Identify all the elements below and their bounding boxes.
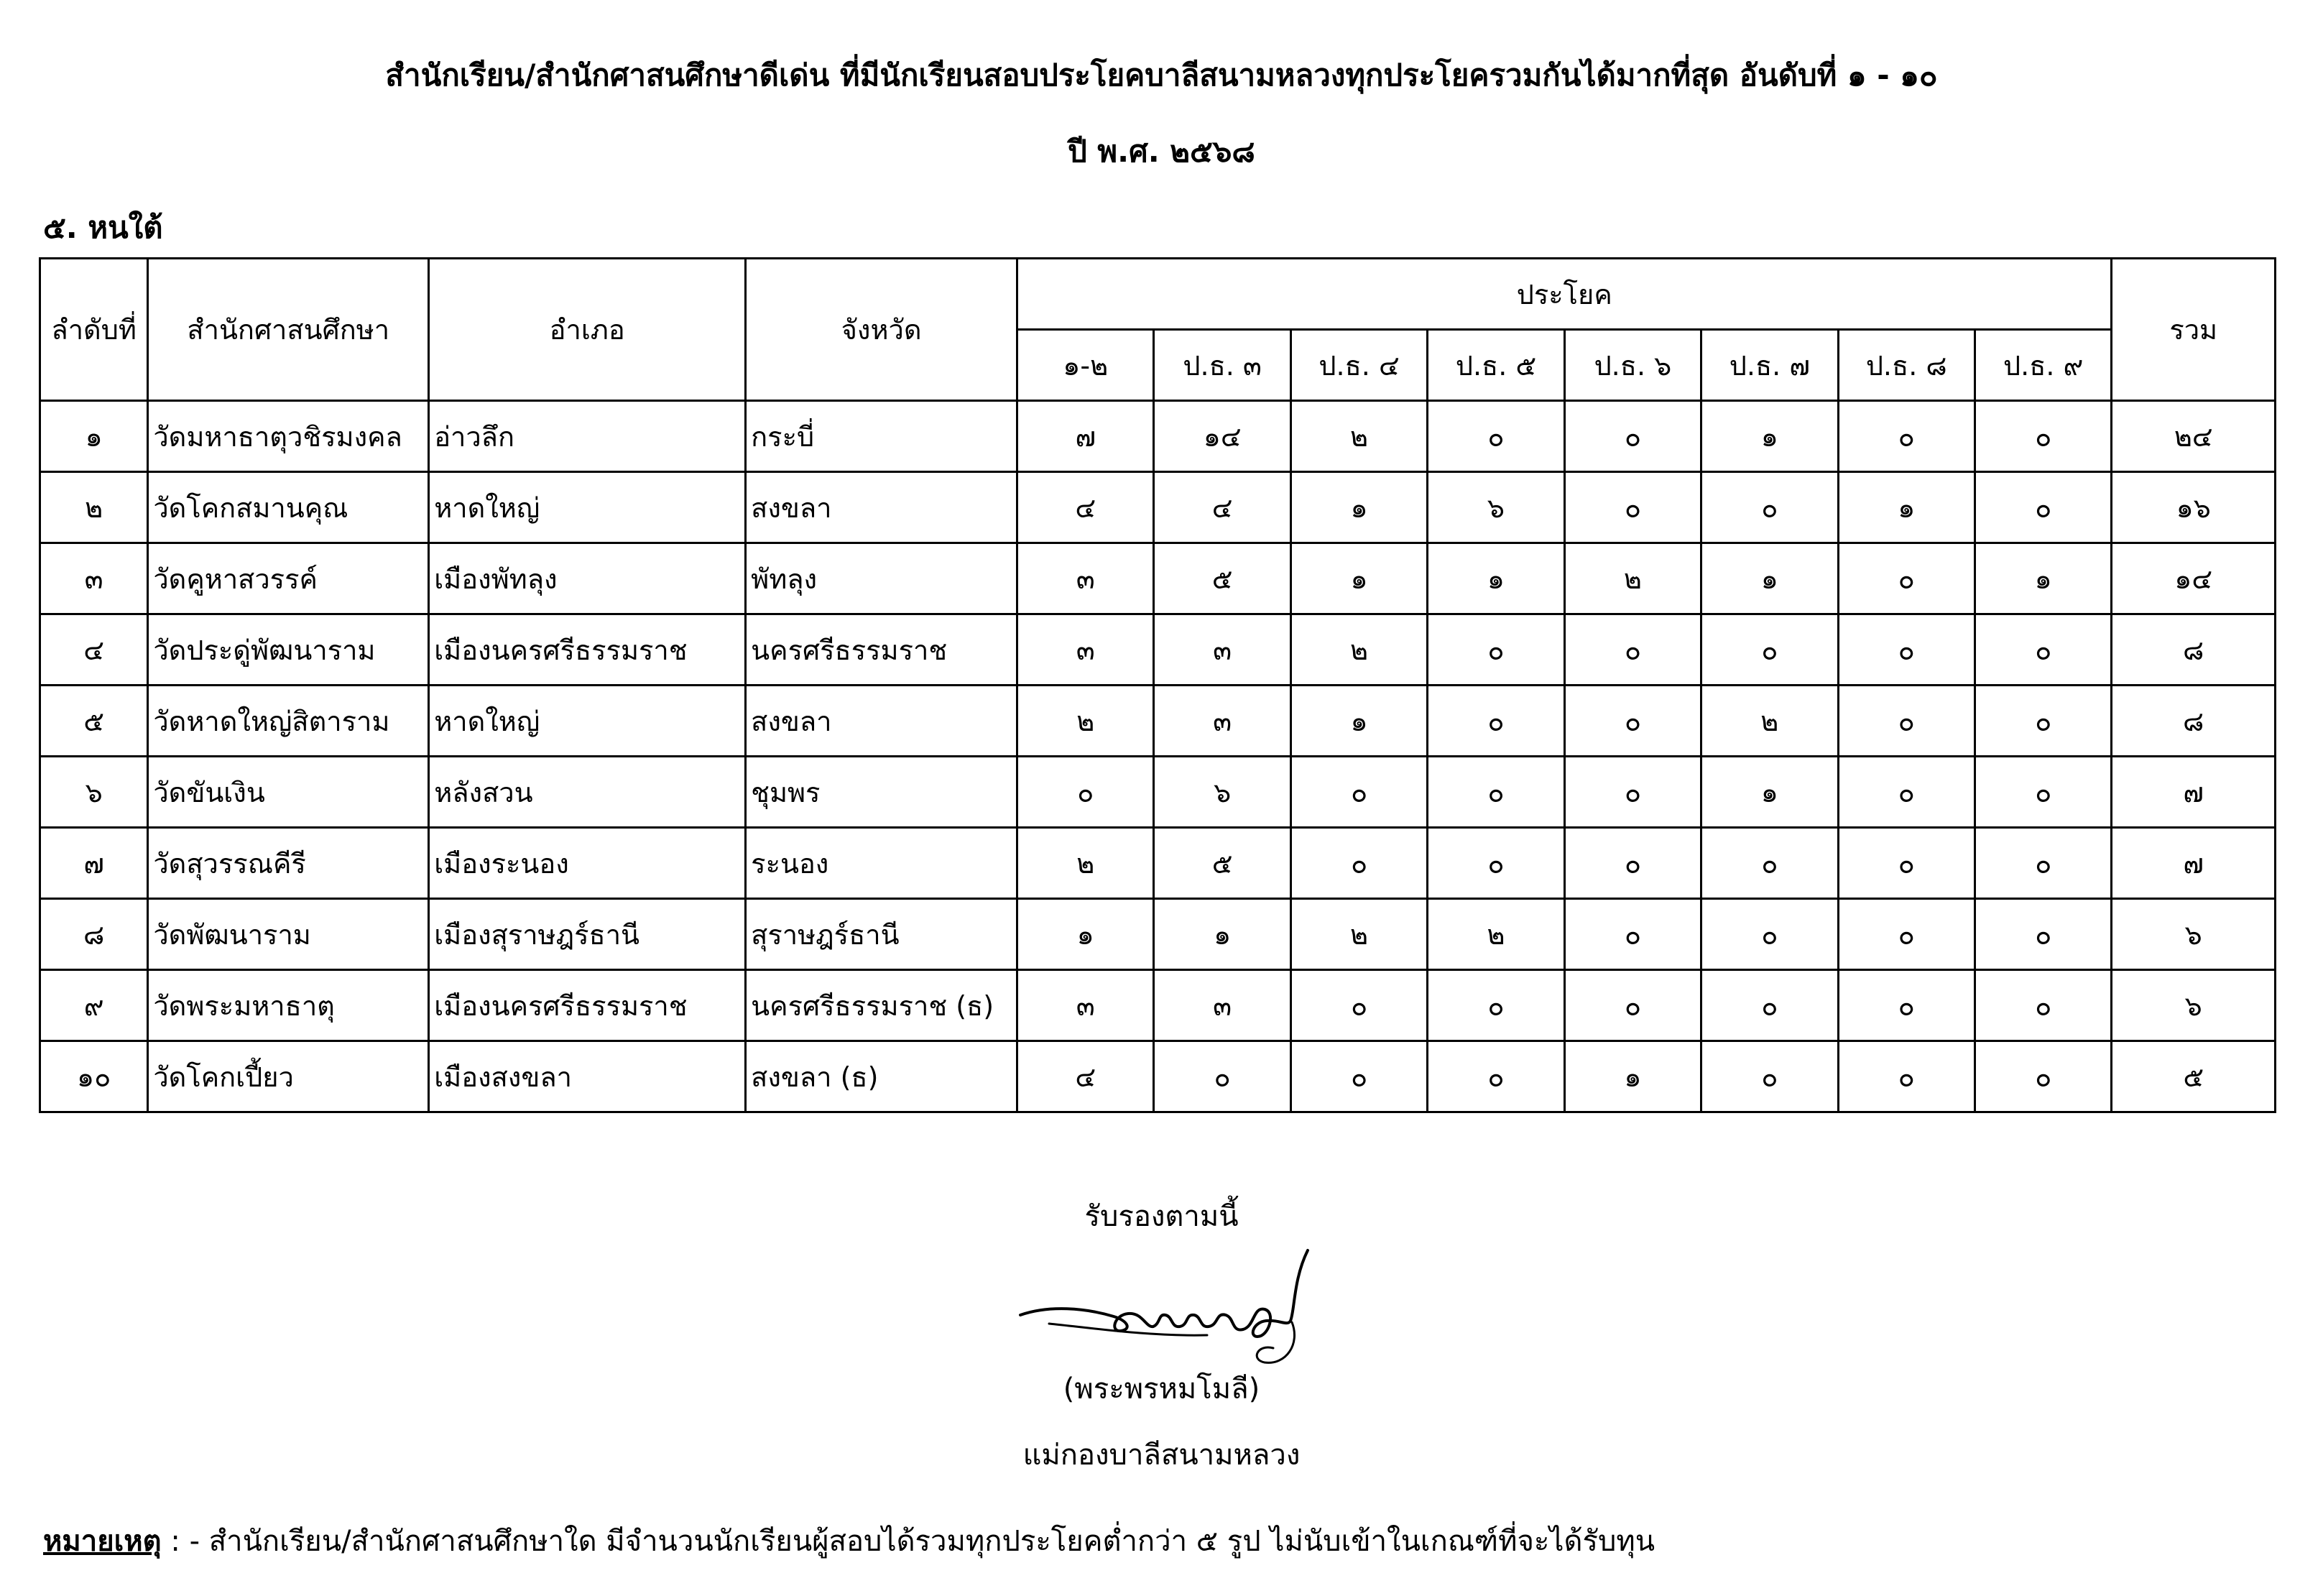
cell-level-count: ๒	[1701, 686, 1838, 757]
cell-level-count: ๐	[1701, 970, 1838, 1041]
cell-school: วัดขันเงิน	[148, 757, 429, 828]
cell-level-count: ๐	[1564, 686, 1701, 757]
header-total: รวม	[2112, 259, 2276, 401]
cell-rank: ๕	[40, 686, 148, 757]
cell-level-count: ๗	[1017, 401, 1154, 472]
cell-level-count: ๐	[1838, 401, 1975, 472]
cell-school: วัดประดู่พัฒนาราม	[148, 614, 429, 686]
cell-school: วัดมหาธาตุวชิรมงคล	[148, 401, 429, 472]
cell-level-count: ๐	[1290, 828, 1427, 899]
cell-level-count: ๐	[1564, 614, 1701, 686]
cell-district: เมืองระนอง	[429, 828, 746, 899]
cell-level-count: ๔	[1017, 1041, 1154, 1112]
cell-level-count: ๑	[1290, 472, 1427, 543]
cell-level-count: ๒	[1017, 686, 1154, 757]
cell-province: นครศรีธรรมราช	[746, 614, 1017, 686]
cell-level-count: ๖	[1428, 472, 1564, 543]
table-row	[40, 686, 2276, 757]
cell-level-count: ๓	[1017, 970, 1154, 1041]
cell-province: สุราษฎร์ธานี	[746, 899, 1017, 970]
cell-total: ๗	[2112, 828, 2276, 899]
header-level: ป.ธ. ๙	[1975, 330, 2111, 401]
cell-total: ๑๔	[2112, 543, 2276, 614]
cell-rank: ๙	[40, 970, 148, 1041]
cell-level-count: ๐	[1838, 543, 1975, 614]
footnote-label: หมายเหตุ	[43, 1525, 162, 1558]
cell-level-count: ๕	[1154, 828, 1290, 899]
cell-total: ๑๖	[2112, 472, 2276, 543]
cell-level-count: ๐	[1975, 472, 2111, 543]
document-title: สำนักเรียน/สำนักศาสนศึกษาดีเด่น ที่มีนักเรียนสอบประโยคบาลีสนามหลวงทุกประโยครวมกันได้มากที่สุด อันดับที่ ๑ - ๑๐	[385, 57, 1938, 93]
header-level: ป.ธ. ๘	[1838, 330, 1975, 401]
table-row	[40, 401, 2276, 472]
cell-level-count: ๓	[1154, 614, 1290, 686]
cell-province: ระนอง	[746, 828, 1017, 899]
cell-province: ชุมพร	[746, 757, 1017, 828]
table-row	[40, 543, 2276, 614]
cell-total: ๘	[2112, 686, 2276, 757]
cell-level-count: ๐	[1838, 828, 1975, 899]
cell-rank: ๑๐	[40, 1041, 148, 1112]
header-level: ป.ธ. ๓	[1154, 330, 1290, 401]
cell-level-count: ๐	[1017, 757, 1154, 828]
cell-level-count: ๐	[1838, 899, 1975, 970]
cell-level-count: ๒	[1017, 828, 1154, 899]
cell-level-count: ๐	[1564, 472, 1701, 543]
cell-school: วัดพัฒนาราม	[148, 899, 429, 970]
cell-province: พัทลุง	[746, 543, 1017, 614]
cell-level-count: ๓	[1154, 686, 1290, 757]
cell-level-count: ๓	[1017, 614, 1154, 686]
cell-level-count: ๑	[1564, 1041, 1701, 1112]
signer-office: แม่กองบาลีสนามหลวง	[1022, 1439, 1301, 1472]
cell-level-count: ๐	[1838, 686, 1975, 757]
cell-level-count: ๐	[1975, 686, 2111, 757]
header-province: จังหวัด	[746, 259, 1017, 401]
cell-rank: ๑	[40, 401, 148, 472]
cell-level-count: ๐	[1975, 828, 2111, 899]
header-level: ป.ธ. ๗	[1701, 330, 1838, 401]
cell-school: วัดพระมหาธาตุ	[148, 970, 429, 1041]
cell-level-count: ๑	[1975, 543, 2111, 614]
cell-level-count: ๐	[1701, 614, 1838, 686]
cell-level-count: ๐	[1290, 757, 1427, 828]
cell-level-count: ๐	[1564, 757, 1701, 828]
cell-level-count: ๐	[1428, 757, 1564, 828]
cell-level-count: ๐	[1154, 1041, 1290, 1112]
cell-level-count: ๐	[1428, 614, 1564, 686]
cell-total: ๖	[2112, 970, 2276, 1041]
header-levels-group: ประโยค	[1017, 259, 2112, 330]
cell-level-count: ๑๔	[1154, 401, 1290, 472]
cell-level-count: ๐	[1428, 401, 1564, 472]
cell-level-count: ๐	[1428, 686, 1564, 757]
footnote	[43, 1518, 1655, 1564]
cell-level-count: ๐	[1290, 1041, 1427, 1112]
certify-text: รับรองตามนี้	[1084, 1200, 1239, 1233]
cell-level-count: ๒	[1290, 614, 1427, 686]
cell-level-count: ๐	[1428, 1041, 1564, 1112]
table-row	[40, 757, 2276, 828]
cell-total: ๘	[2112, 614, 2276, 686]
cell-district: เมืองนครศรีธรรมราช	[429, 614, 746, 686]
footnote-text: : - สำนักเรียน/สำนักศาสนศึกษาใด มีจำนวนนักเรียนผู้สอบได้รวมทุกประโยคต่ำกว่า ๕ รูป ไม่นับเข้าในเกณฑ์ที่จะได้รับทุน	[161, 1525, 1655, 1558]
cell-level-count: ๔	[1017, 472, 1154, 543]
cell-school: วัดโคกเปี้ยว	[148, 1041, 429, 1112]
cell-district: เมืองพัทลุง	[429, 543, 746, 614]
cell-rank: ๖	[40, 757, 148, 828]
cell-district: หาดใหญ่	[429, 472, 746, 543]
cell-district: หาดใหญ่	[429, 686, 746, 757]
cell-district: เมืองสงขลา	[429, 1041, 746, 1112]
document-year: ปี พ.ศ. ๒๕๖๘	[1068, 134, 1255, 169]
header-level: ป.ธ. ๖	[1564, 330, 1701, 401]
cell-level-count: ๑	[1428, 543, 1564, 614]
cell-level-count: ๒	[1564, 543, 1701, 614]
table-row	[40, 472, 2276, 543]
cell-level-count: ๐	[1564, 899, 1701, 970]
cell-level-count: ๐	[1564, 970, 1701, 1041]
cell-level-count: ๐	[1564, 401, 1701, 472]
cell-level-count: ๑	[1290, 543, 1427, 614]
cell-rank: ๒	[40, 472, 148, 543]
cell-level-count: ๑	[1017, 899, 1154, 970]
region-label: ๕. หนใต้	[43, 210, 163, 245]
cell-level-count: ๐	[1975, 401, 2111, 472]
cell-level-count: ๐	[1701, 472, 1838, 543]
cell-level-count: ๐	[1701, 828, 1838, 899]
cell-level-count: ๖	[1154, 757, 1290, 828]
signature-image	[1006, 1236, 1351, 1387]
cell-school: วัดโคกสมานคุณ	[148, 472, 429, 543]
cell-level-count: ๒	[1428, 899, 1564, 970]
ranking-table	[39, 257, 2276, 1113]
cell-province: กระบี่	[746, 401, 1017, 472]
cell-rank: ๓	[40, 543, 148, 614]
cell-district: อ่าวลึก	[429, 401, 746, 472]
header-district: อำเภอ	[429, 259, 746, 401]
table-row	[40, 970, 2276, 1041]
cell-total: ๖	[2112, 899, 2276, 970]
cell-school: วัดสุวรรณคีรี	[148, 828, 429, 899]
cell-rank: ๘	[40, 899, 148, 970]
table-row	[40, 899, 2276, 970]
cell-level-count: ๐	[1838, 970, 1975, 1041]
cell-level-count: ๓	[1154, 970, 1290, 1041]
cell-province: สงขลา	[746, 686, 1017, 757]
cell-total: ๗	[2112, 757, 2276, 828]
cell-level-count: ๐	[1428, 970, 1564, 1041]
cell-level-count: ๑	[1701, 401, 1838, 472]
cell-district: หลังสวน	[429, 757, 746, 828]
cell-level-count: ๐	[1428, 828, 1564, 899]
header-level: ๑-๒	[1017, 330, 1154, 401]
header-school: สำนักศาสนศึกษา	[148, 259, 429, 401]
cell-level-count: ๐	[1290, 970, 1427, 1041]
header-level: ป.ธ. ๕	[1428, 330, 1564, 401]
table-row	[40, 614, 2276, 686]
cell-level-count: ๑	[1290, 686, 1427, 757]
cell-level-count: ๔	[1154, 472, 1290, 543]
cell-province: นครศรีธรรมราช (ธ)	[746, 970, 1017, 1041]
cell-level-count: ๒	[1290, 401, 1427, 472]
cell-level-count: ๐	[1838, 614, 1975, 686]
signer-name: (พระพรหมโมลี)	[1063, 1373, 1260, 1406]
cell-district: เมืองสุราษฎร์ธานี	[429, 899, 746, 970]
cell-level-count: ๕	[1154, 543, 1290, 614]
cell-province: สงขลา (ธ)	[746, 1041, 1017, 1112]
cell-school: วัดหาดใหญ่สิตาราม	[148, 686, 429, 757]
cell-total: ๕	[2112, 1041, 2276, 1112]
table-row	[40, 828, 2276, 899]
cell-district: เมืองนครศรีธรรมราช	[429, 970, 746, 1041]
cell-level-count: ๐	[1701, 899, 1838, 970]
cell-level-count: ๐	[1701, 1041, 1838, 1112]
header-rank: ลำดับที่	[40, 259, 148, 401]
cell-level-count: ๐	[1564, 828, 1701, 899]
cell-province: สงขลา	[746, 472, 1017, 543]
cell-level-count: ๑	[1838, 472, 1975, 543]
cell-level-count: ๐	[1975, 1041, 2111, 1112]
table-row	[40, 1041, 2276, 1112]
cell-level-count: ๑	[1701, 757, 1838, 828]
cell-level-count: ๑	[1701, 543, 1838, 614]
cell-level-count: ๑	[1154, 899, 1290, 970]
cell-level-count: ๐	[1838, 757, 1975, 828]
cell-level-count: ๒	[1290, 899, 1427, 970]
header-level: ป.ธ. ๔	[1290, 330, 1427, 401]
cell-level-count: ๐	[1975, 970, 2111, 1041]
cell-rank: ๔	[40, 614, 148, 686]
cell-level-count: ๐	[1975, 614, 2111, 686]
cell-school: วัดคูหาสวรรค์	[148, 543, 429, 614]
cell-level-count: ๐	[1975, 757, 2111, 828]
cell-level-count: ๓	[1017, 543, 1154, 614]
cell-level-count: ๐	[1838, 1041, 1975, 1112]
cell-level-count: ๐	[1975, 899, 2111, 970]
cell-rank: ๗	[40, 828, 148, 899]
cell-total: ๒๔	[2112, 401, 2276, 472]
